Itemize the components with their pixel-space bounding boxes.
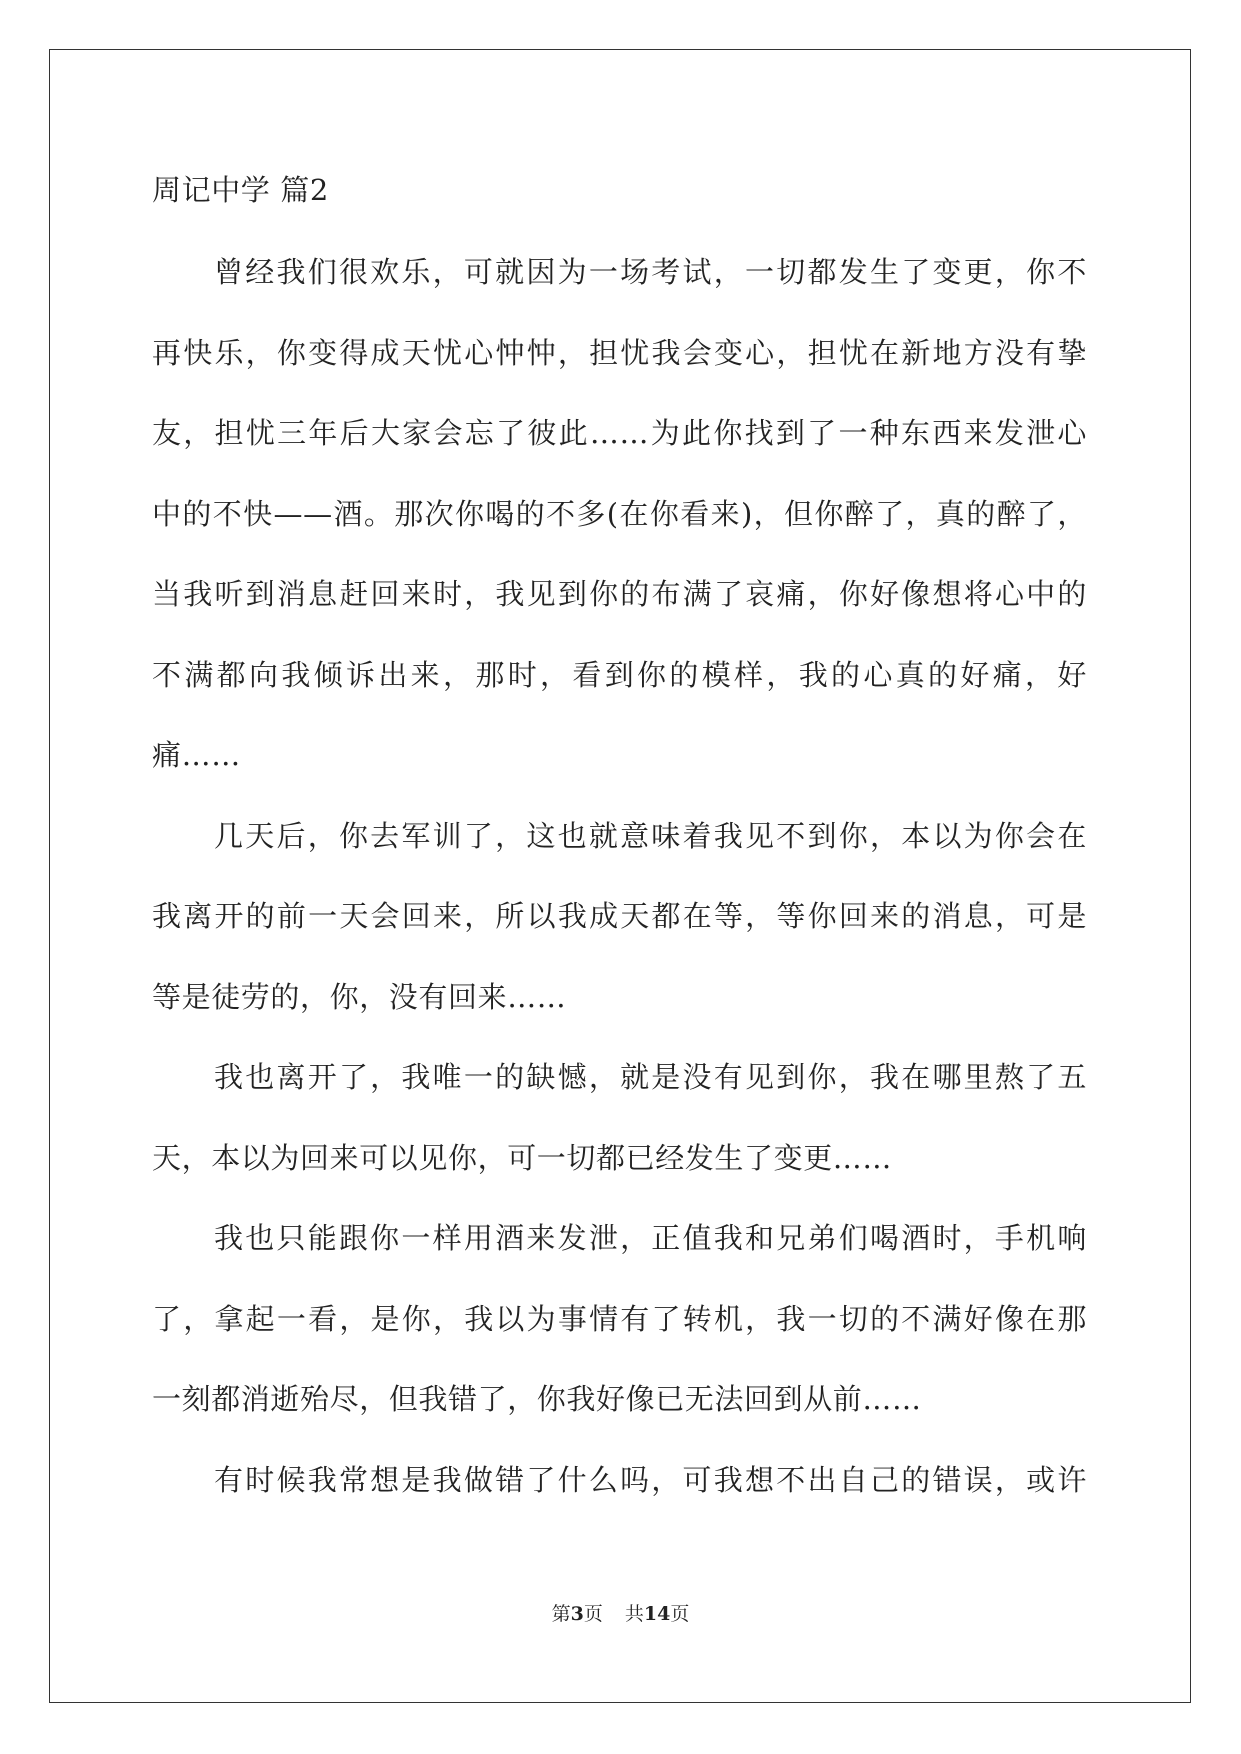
text-line: 我也离开了，我唯一的缺憾，就是没有见到你，我在哪里熬了五 <box>214 1060 1087 1094</box>
document-body <box>152 160 1087 1520</box>
total-suffix: 页 <box>670 1603 690 1625</box>
text-line: 不满都向我倾诉出来，那时，看到你的模样，我的心真的好痛，好 <box>152 657 1087 692</box>
page-prefix: 第 <box>551 1603 571 1625</box>
text-line: 我也只能跟你一样用酒来发泄，正值我和兄弟们喝酒时，手机响 <box>214 1221 1087 1255</box>
document-title: 周记中学 篇2 <box>152 173 329 207</box>
page-footer <box>0 1599 1241 1626</box>
text-line: 当我听到消息赶回来时，我见到你的布满了哀痛，你好像想将心中的 <box>152 577 1087 611</box>
text-line: 曾经我们很欢乐，可就因为一场考试，一切都发生了变更，你不 <box>214 255 1087 289</box>
text-line: 痛…… <box>152 738 241 772</box>
text-line: 我离开的前一天会回来，所以我成天都在等，等你回来的消息，可是 <box>152 899 1087 933</box>
page-current: 3 <box>570 1603 584 1625</box>
text-line: 再快乐，你变得成天忧心忡忡，担忧我会变心，担忧在新地方没有挚 <box>152 335 1087 370</box>
text-line: 几天后，你去军训了，这也就意味着我见不到你，本以为你会在 <box>214 818 1087 853</box>
total-prefix: 共 <box>624 1603 644 1625</box>
text-line: 一刻都消逝殆尽，但我错了，你我好像已无法回到从前…… <box>152 1382 922 1416</box>
text-line: 了，拿起一看，是你，我以为事情有了转机，我一切的不满好像在那 <box>152 1301 1087 1336</box>
page-suffix: 页 <box>583 1603 603 1625</box>
text-line: 友，担忧三年后大家会忘了彼此……为此你找到了一种东西来发泄心 <box>152 416 1087 450</box>
text-line: 天，本以为回来可以见你，可一切都已经发生了变更…… <box>152 1140 893 1175</box>
text-line: 中的不快——酒。那次你喝的不多(在你看来)，但你醉了，真的醉了， <box>152 496 1087 531</box>
page-total: 14 <box>643 1603 671 1625</box>
text-line: 等是徒劳的，你，没有回来…… <box>152 979 567 1014</box>
text-line: 有时候我常想是我做错了什么吗，可我想不出自己的错误，或许 <box>214 1462 1087 1497</box>
